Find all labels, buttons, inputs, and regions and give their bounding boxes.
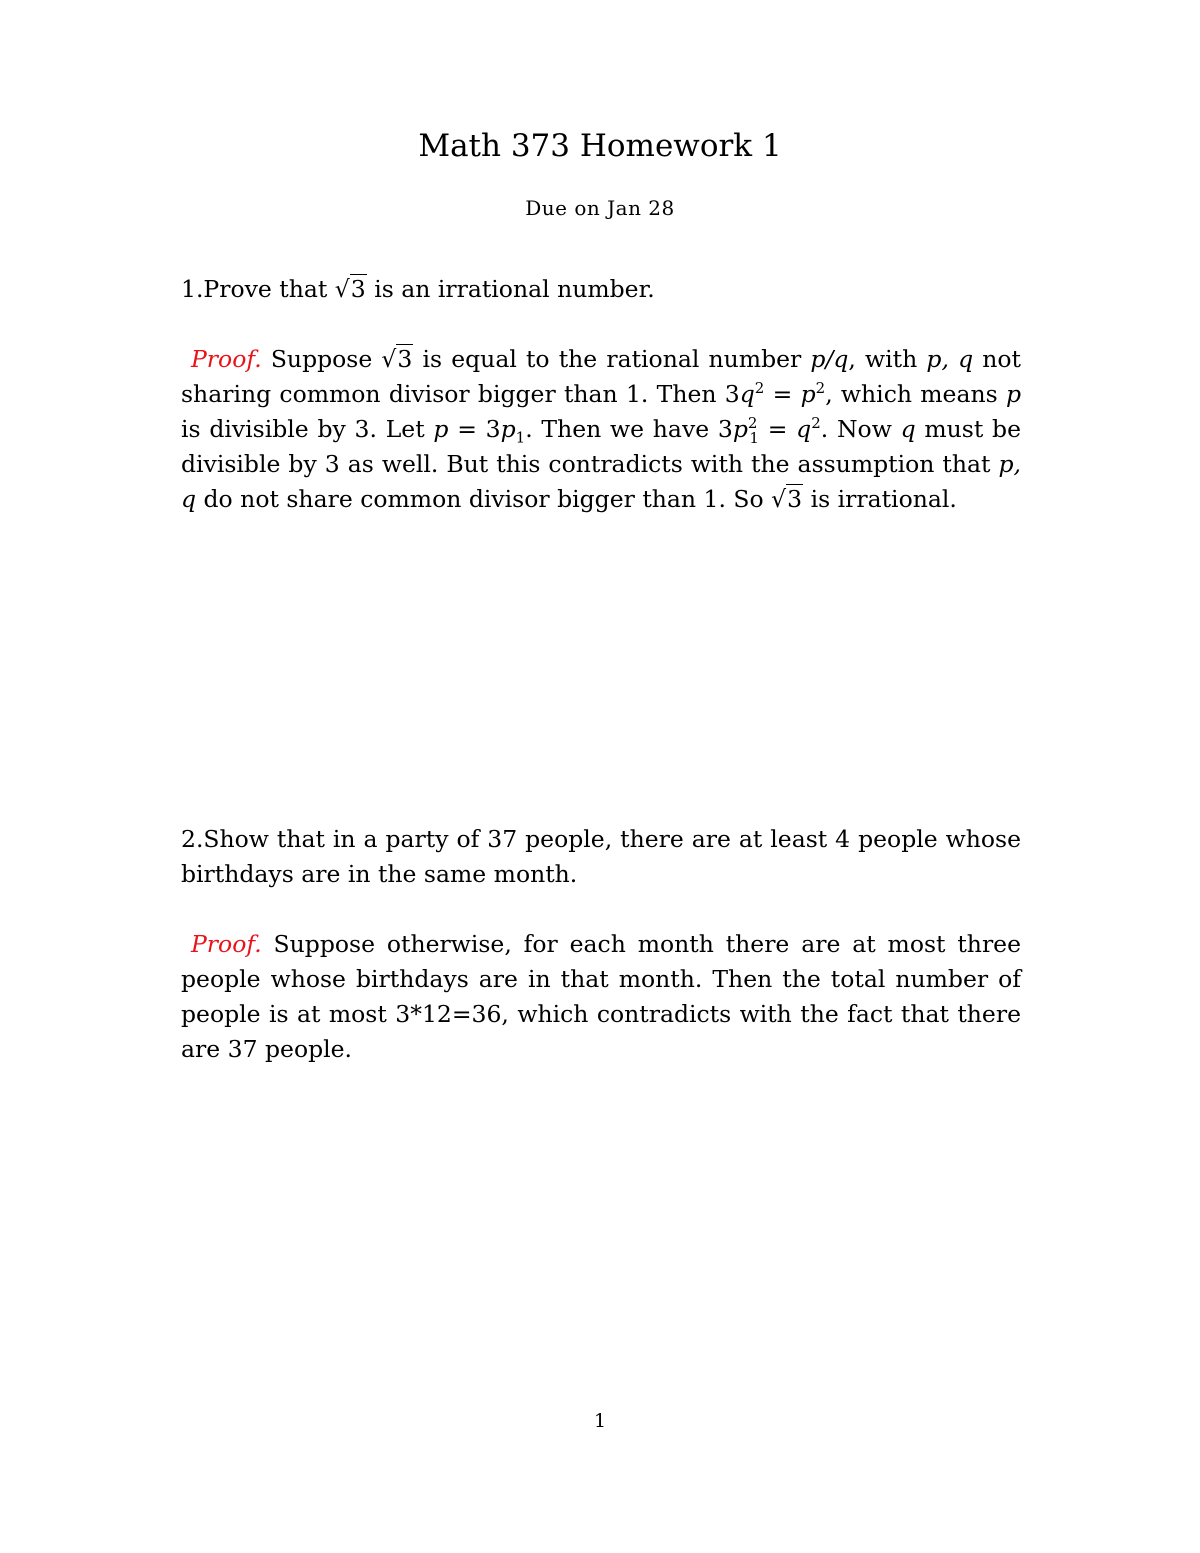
sqrt-argument: 3 (397, 345, 413, 373)
proof-1-text: Suppose (261, 345, 382, 373)
math-var: p (732, 415, 748, 443)
problem-1-number: 1. (181, 275, 204, 303)
problem-2-statement: 2.Show that in a party of 37 people, there are at least 4 people whose birthdays are in the same month. (181, 825, 1021, 888)
math-var: p (433, 415, 449, 443)
math-var: p (800, 380, 816, 408)
sqrt-argument: 3 (787, 485, 803, 513)
proof-1-text: . Then we have 3 (525, 415, 733, 443)
problem-1-text-b: is an irrational number. (366, 275, 655, 303)
math-equals: = (764, 380, 801, 408)
math-pq: p, q (181, 450, 1021, 513)
sqrt-symbol: √3 (334, 275, 366, 303)
math-var: q (739, 380, 755, 408)
proof-2-text: Suppose otherwise, for each month there are at most three people whose birthdays are in that month. Then the total number of people is at most 3*12=36, which contradicts with the fact that there are 37 people. (181, 930, 1021, 1063)
math-subscript: 1 (515, 428, 526, 447)
proof-1-text: . Now (820, 415, 901, 443)
proof-1-text: is equal to the rational number (413, 345, 811, 373)
proof-2-label: Proof. (191, 930, 262, 958)
math-var: p (500, 415, 516, 443)
proof-1-text: must be divisible by 3 as well. But this contradicts with the assumption that (181, 415, 1021, 478)
math-equals: = (758, 415, 797, 443)
problem-1-statement (181, 272, 1021, 307)
math-exponent: 2 (754, 379, 765, 398)
math-var: q (796, 415, 812, 443)
proof-1-text: = 3 (448, 415, 501, 443)
proof-1-label: Proof. (191, 345, 262, 373)
document-title: Math 373 Homework 1 (418, 128, 782, 164)
proof-1-text: is divisible by 3. Let (181, 415, 434, 443)
sqrt-argument: 3 (350, 275, 366, 303)
math-exponent: 2 (811, 414, 821, 433)
proof-1-text: is irrational. (803, 485, 957, 513)
proof-1-text: , with (848, 345, 927, 373)
sqrt-symbol: √3 (381, 345, 413, 373)
sqrt-symbol: √3 (771, 485, 803, 513)
due-date: Due on Jan 28 (525, 196, 675, 220)
math-exponent: 2 (815, 379, 826, 398)
proof-1-text: do not share common divisor bigger than 1. So (196, 485, 772, 513)
proof-1-text: not sharing common divisor bigger than 1. Then 3 (181, 345, 1021, 408)
proof-1 (181, 342, 1021, 517)
math-pq: p, q (926, 345, 974, 373)
math-var: p (1005, 380, 1021, 408)
math-var: q (900, 415, 916, 443)
problem-1-text-a: Prove that (203, 275, 335, 303)
math-exponent: 2 (747, 414, 758, 433)
page-number: 1 (593, 1410, 607, 1432)
math-subscript: 1 (749, 428, 759, 447)
proof-2 (181, 927, 1021, 1067)
proof-1-text: , which means (825, 380, 1006, 408)
math-fraction: p/q (810, 345, 849, 373)
